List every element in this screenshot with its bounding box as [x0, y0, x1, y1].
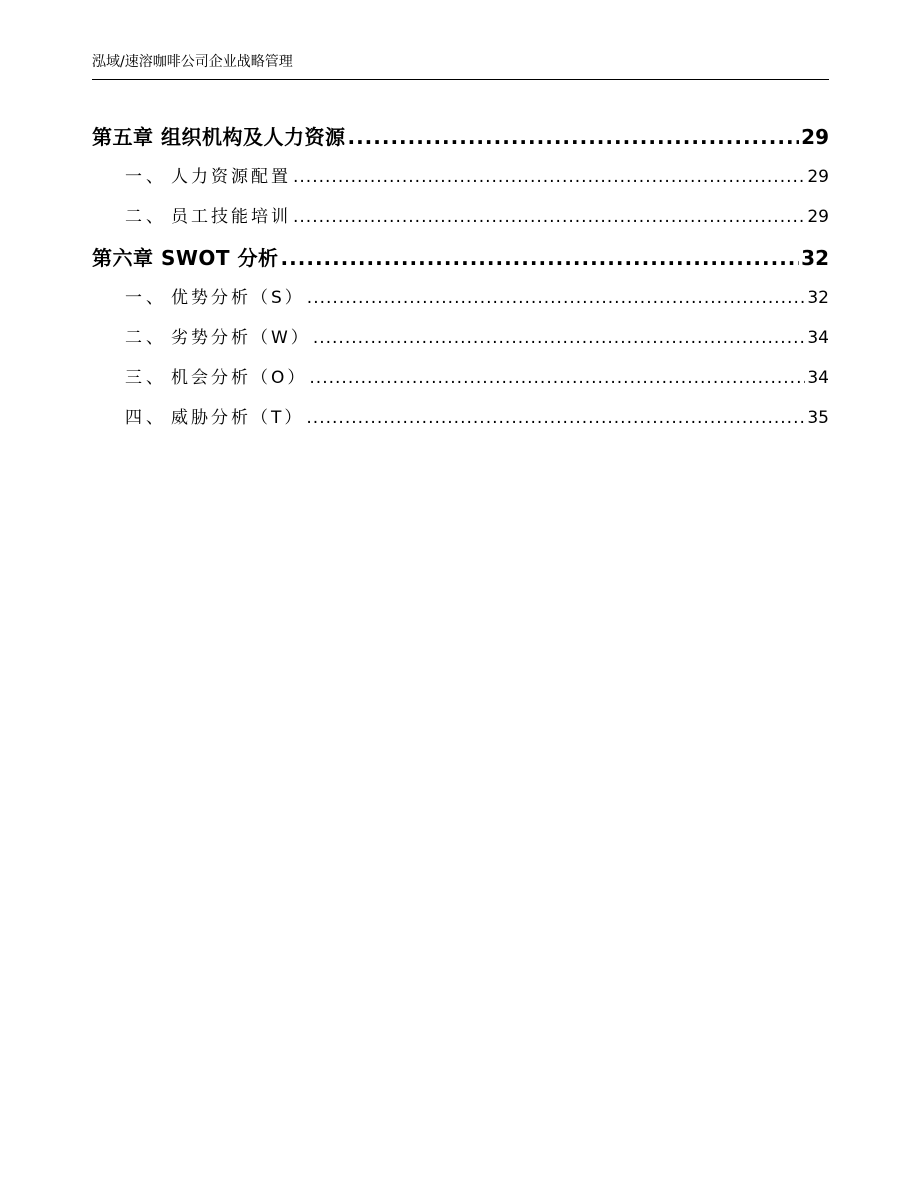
toc-section-number: 三、	[125, 368, 167, 388]
toc-leader	[347, 120, 799, 154]
toc-section-title: 机会分析（O）	[171, 368, 308, 388]
toc-page-number: 29	[807, 167, 829, 187]
toc-chapter-title: 第五章 组织机构及人力资源	[92, 125, 346, 149]
page-header: 泓域/速溶咖啡公司企业战略管理	[92, 54, 293, 70]
toc-section-6-3[interactable]	[92, 366, 829, 390]
toc-section-title: 劣势分析（W）	[171, 328, 311, 348]
toc-section-title: 员工技能培训	[171, 207, 291, 227]
toc-leader	[281, 241, 800, 275]
toc-section-number: 一、	[125, 167, 167, 187]
toc-page-number: 32	[807, 288, 829, 308]
toc-page-number: 29	[801, 125, 829, 149]
toc-section-title: 优势分析（S）	[171, 288, 305, 308]
toc-section-6-1[interactable]	[92, 286, 829, 310]
toc-section-number: 二、	[125, 328, 167, 348]
toc-leader	[313, 326, 806, 350]
toc-leader	[306, 406, 805, 430]
toc-section-5-1[interactable]	[92, 165, 829, 189]
toc-section-6-2[interactable]	[92, 326, 829, 350]
toc-leader	[293, 205, 805, 229]
toc-page-number: 35	[807, 408, 829, 428]
toc-leader	[309, 366, 805, 390]
toc-page-number: 34	[807, 328, 829, 348]
toc-chapter-5[interactable]	[92, 120, 829, 154]
toc-leader	[307, 286, 806, 310]
toc-section-title: 威胁分析（T）	[171, 408, 305, 428]
toc-section-number: 四、	[125, 408, 167, 428]
toc-section-5-2[interactable]	[92, 205, 829, 229]
toc-page-number: 34	[807, 368, 829, 388]
toc-section-title: 人力资源配置	[171, 167, 291, 187]
toc-section-number: 二、	[125, 207, 167, 227]
toc-chapter-6[interactable]	[92, 241, 829, 275]
table-of-contents	[92, 120, 829, 430]
toc-page-number: 32	[801, 246, 829, 270]
header-rule	[92, 79, 829, 80]
toc-page-number: 29	[807, 207, 829, 227]
toc-section-6-4[interactable]	[92, 406, 829, 430]
toc-section-number: 一、	[125, 288, 167, 308]
toc-chapter-title: 第六章 SWOT 分析	[92, 246, 279, 270]
toc-leader	[293, 165, 805, 189]
